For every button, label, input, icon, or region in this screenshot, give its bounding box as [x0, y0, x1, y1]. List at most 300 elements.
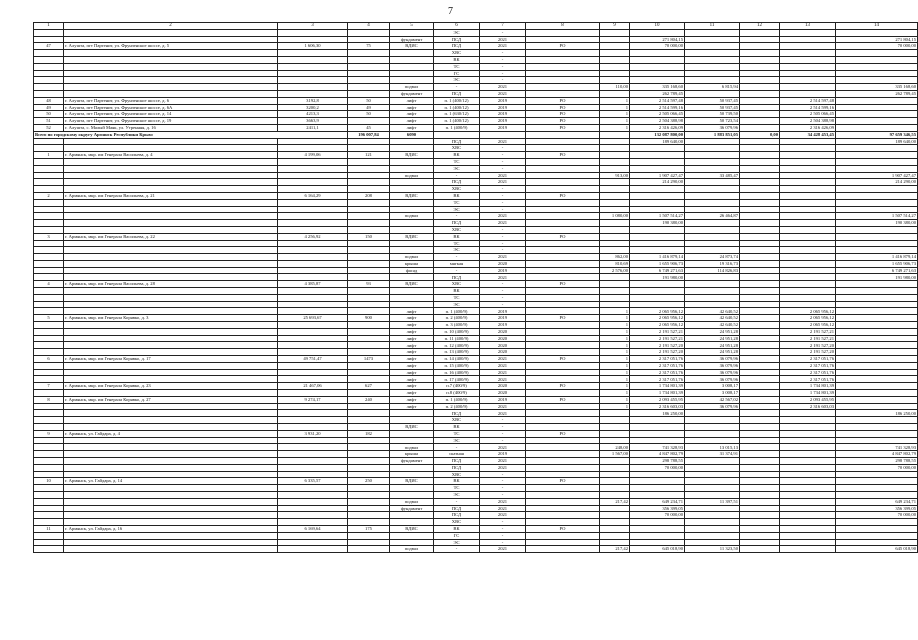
col14-cell: 335 168,60 — [836, 84, 918, 91]
cost-cell: 2 065 956,12 — [630, 315, 685, 322]
fund-form-cell — [526, 294, 600, 301]
element-cell: п. 2 (400/9) — [434, 403, 480, 410]
fund-form-cell — [526, 328, 600, 335]
col14-cell: 6 749 271,63 — [836, 267, 918, 274]
address-cell: г. Армянск, мкр. им Генерала Васильева, д. 4 — [64, 152, 278, 159]
area-cell: 6 335,57 — [278, 478, 348, 485]
work-type-cell — [390, 50, 434, 57]
address-cell — [64, 362, 278, 369]
work-type-cell — [390, 417, 434, 424]
address-cell — [64, 247, 278, 254]
control-cost-cell — [685, 240, 740, 247]
col14-cell — [836, 424, 918, 431]
element-cell: ПСД — [434, 36, 480, 43]
address-cell — [64, 519, 278, 526]
control-cost-cell: 3 008,17 — [685, 390, 740, 397]
residents-cell — [348, 158, 390, 165]
table-row — [34, 179, 918, 186]
address-cell — [64, 512, 278, 519]
area-cell — [278, 158, 348, 165]
col12-cell — [740, 186, 780, 193]
col14-cell: 190 380,00 — [836, 220, 918, 227]
element-cell: п.8 (400/9) — [434, 390, 480, 397]
area-cell — [278, 546, 348, 553]
col14-cell: 191 980,00 — [836, 274, 918, 281]
control-cost-cell: 11 397,51 — [685, 498, 740, 505]
year-cell: 2020 — [480, 335, 526, 342]
element-cell: - — [434, 254, 480, 261]
area-cell — [278, 70, 348, 77]
col14-cell — [836, 437, 918, 444]
row-number: 10 — [34, 478, 64, 485]
col12-cell — [740, 362, 780, 369]
cost-cell: 649 234,71 — [630, 498, 685, 505]
cost-cell: 335 168,60 — [630, 84, 685, 91]
area-cell: 6 164,29 — [278, 192, 348, 199]
row-number — [34, 322, 64, 329]
row-number — [34, 546, 64, 553]
quantity-cell: 1 — [600, 403, 630, 410]
row-number — [34, 458, 64, 465]
col14-cell — [836, 532, 918, 539]
col13-cell — [780, 233, 836, 240]
col13-cell — [780, 532, 836, 539]
area-cell: 1 606,30 — [278, 43, 348, 50]
row-number — [34, 362, 64, 369]
col12-cell — [740, 240, 780, 247]
cost-cell: 70 000,00 — [630, 464, 685, 471]
address-cell — [64, 29, 278, 36]
year-cell: 2021 — [480, 43, 526, 50]
table-row — [34, 29, 918, 36]
col13-cell: 1 734 801,39 — [780, 390, 836, 397]
cost-cell — [630, 471, 685, 478]
col12-cell — [740, 294, 780, 301]
table-row — [34, 315, 918, 322]
col12-cell — [740, 505, 780, 512]
work-type-cell: лифт — [390, 308, 434, 315]
row-number — [34, 532, 64, 539]
area-cell: 4 256,92 — [278, 233, 348, 240]
cost-cell: 262 789,45 — [630, 90, 685, 97]
area-cell — [278, 213, 348, 220]
col12-cell — [740, 213, 780, 220]
quantity-cell — [600, 505, 630, 512]
capital-repair-table — [33, 22, 918, 553]
residents-cell — [348, 328, 390, 335]
address-cell: г. Алушта, с. Малый Маяк, ул. Утренняя, д. 16 — [64, 124, 278, 131]
cost-cell — [630, 158, 685, 165]
col12-cell — [740, 172, 780, 179]
total-value — [480, 131, 526, 138]
residents-cell — [348, 213, 390, 220]
col13-cell — [780, 179, 836, 186]
area-cell — [278, 485, 348, 492]
address-cell — [64, 288, 278, 295]
row-number: 8 — [34, 396, 64, 403]
work-type-cell: ВДИС — [390, 43, 434, 50]
year-cell: - — [480, 485, 526, 492]
row-number — [34, 410, 64, 417]
work-type-cell: ВДИС — [390, 152, 434, 159]
element-cell: п.7 (400/9) — [434, 383, 480, 390]
year-cell: - — [480, 165, 526, 172]
residents-cell — [348, 254, 390, 261]
quantity-cell — [600, 63, 630, 70]
residents-cell — [348, 138, 390, 145]
table-row — [34, 192, 918, 199]
quantity-cell: 1 — [600, 315, 630, 322]
work-type-cell — [390, 29, 434, 36]
area-cell: 3200,2 — [278, 104, 348, 111]
row-number — [34, 505, 64, 512]
col13-cell — [780, 451, 836, 458]
fund-form-cell — [526, 240, 600, 247]
residents-cell: 900 — [348, 315, 390, 322]
col12-cell — [740, 63, 780, 70]
address-cell — [64, 90, 278, 97]
area-cell — [278, 444, 348, 451]
residents-cell — [348, 179, 390, 186]
table-row — [34, 104, 918, 111]
quantity-cell: 1 — [600, 390, 630, 397]
table-row — [34, 532, 918, 539]
control-cost-cell — [685, 63, 740, 70]
residents-cell: 75 — [348, 43, 390, 50]
cost-cell — [630, 301, 685, 308]
work-type-cell: подвал — [390, 254, 434, 261]
residents-cell — [348, 186, 390, 193]
row-number — [34, 260, 64, 267]
control-cost-cell — [685, 471, 740, 478]
table-row — [34, 267, 918, 274]
table-row — [34, 36, 918, 43]
address-cell — [64, 308, 278, 315]
quantity-cell: 1 — [600, 322, 630, 329]
quantity-cell — [600, 539, 630, 546]
control-cost-cell — [685, 206, 740, 213]
row-number: 48 — [34, 97, 64, 104]
col12-cell — [740, 437, 780, 444]
address-cell — [64, 172, 278, 179]
cost-cell: 1 655 906,73 — [630, 260, 685, 267]
total-value: 132 087 800,00 — [630, 131, 685, 138]
address-cell: г. Алушта, пгт Партенит, ул. Фрунзенское шоссе, д. 14 — [64, 111, 278, 118]
col14-cell: 298 788,55 — [836, 458, 918, 465]
quantity-cell: 1 — [600, 308, 630, 315]
quantity-cell: 1 — [600, 383, 630, 390]
work-type-cell: ВДИС — [390, 525, 434, 532]
cost-cell — [630, 233, 685, 240]
control-cost-cell — [685, 512, 740, 519]
row-number — [34, 328, 64, 335]
area-cell: 21 467,06 — [278, 383, 348, 390]
residents-cell — [348, 63, 390, 70]
quantity-cell — [600, 77, 630, 84]
col13-cell: 2 191 527,20 — [780, 342, 836, 349]
element-cell: ГС — [434, 532, 480, 539]
cost-cell — [630, 226, 685, 233]
fund-form-cell — [526, 464, 600, 471]
control-cost-cell: 50 739,50 — [685, 111, 740, 118]
element-cell: - — [434, 172, 480, 179]
quantity-cell — [600, 485, 630, 492]
col12-cell — [740, 532, 780, 539]
residents-cell: 45 — [348, 124, 390, 131]
year-cell: 2021 — [480, 356, 526, 363]
cost-cell — [630, 485, 685, 492]
control-cost-cell: 31 374,91 — [685, 451, 740, 458]
row-number: 1 — [34, 152, 64, 159]
row-number — [34, 240, 64, 247]
address-cell — [64, 254, 278, 261]
fund-form-cell — [526, 267, 600, 274]
row-number: 4 — [34, 281, 64, 288]
address-cell — [64, 349, 278, 356]
col14-cell — [836, 63, 918, 70]
table-row — [34, 50, 918, 57]
quantity-cell: 1 — [600, 369, 630, 376]
fund-form-cell: РО — [526, 315, 600, 322]
control-cost-cell — [685, 410, 740, 417]
element-cell: п. 3 (400/9) — [434, 322, 480, 329]
col13-cell — [780, 158, 836, 165]
col12-cell — [740, 349, 780, 356]
col12-cell — [740, 369, 780, 376]
total-value — [600, 131, 630, 138]
control-cost-cell: 36 079,96 — [685, 362, 740, 369]
year-cell: 2020 — [480, 342, 526, 349]
col12-cell — [740, 29, 780, 36]
area-cell — [278, 288, 348, 295]
fund-form-cell — [526, 376, 600, 383]
col14-cell: 356 399,05 — [836, 505, 918, 512]
fund-form-cell — [526, 260, 600, 267]
row-number: 5 — [34, 315, 64, 322]
fund-form-cell — [526, 349, 600, 356]
fund-form-cell: РО — [526, 43, 600, 50]
element-cell: п. 17 (400/9) — [434, 376, 480, 383]
cost-cell — [630, 240, 685, 247]
area-cell — [278, 376, 348, 383]
residents-cell — [348, 451, 390, 458]
col14-cell — [836, 294, 918, 301]
row-number — [34, 288, 64, 295]
cost-cell: 2 191 527,21 — [630, 335, 685, 342]
cost-cell: 70 000,00 — [630, 512, 685, 519]
fund-form-cell — [526, 532, 600, 539]
col12-cell — [740, 444, 780, 451]
control-cost-cell — [685, 226, 740, 233]
quantity-cell — [600, 29, 630, 36]
control-cost-cell: 24 951,28 — [685, 342, 740, 349]
control-cost-cell — [685, 192, 740, 199]
year-cell: - — [480, 233, 526, 240]
quantity-cell: 1 — [600, 104, 630, 111]
work-type-cell — [390, 437, 434, 444]
residents-cell — [348, 458, 390, 465]
table-row — [34, 505, 918, 512]
year-cell: 2020 — [480, 260, 526, 267]
quantity-cell: 1 — [600, 342, 630, 349]
table-row — [34, 206, 918, 213]
address-cell: г. Армянск, мкр. им Генерала Васильева, д. 22 — [64, 233, 278, 240]
cost-cell — [630, 519, 685, 526]
residents-cell — [348, 247, 390, 254]
row-number — [34, 417, 64, 424]
element-cell: ПСД — [434, 512, 480, 519]
col14-cell — [836, 308, 918, 315]
residents-cell — [348, 335, 390, 342]
table-row — [34, 328, 918, 335]
area-cell — [278, 328, 348, 335]
work-type-cell — [390, 158, 434, 165]
element-cell: ВК — [434, 192, 480, 199]
col12-cell — [740, 118, 780, 125]
year-cell: 2021 — [480, 220, 526, 227]
control-cost-cell: 33 485,47 — [685, 172, 740, 179]
row-number — [34, 294, 64, 301]
col12-cell — [740, 403, 780, 410]
column-number: 9 — [600, 23, 630, 30]
col14-cell — [836, 97, 918, 104]
fund-form-cell — [526, 63, 600, 70]
row-number: 11 — [34, 525, 64, 532]
area-cell — [278, 36, 348, 43]
fund-form-cell — [526, 206, 600, 213]
column-number: 11 — [685, 23, 740, 30]
col12-cell — [740, 247, 780, 254]
area-cell — [278, 172, 348, 179]
residents-cell — [348, 274, 390, 281]
element-cell: - — [434, 84, 480, 91]
work-type-cell: фундамент — [390, 458, 434, 465]
quantity-cell — [600, 56, 630, 63]
control-cost-cell: 42 567,02 — [685, 396, 740, 403]
table-row — [34, 376, 918, 383]
fund-form-cell — [526, 70, 600, 77]
control-cost-cell — [685, 165, 740, 172]
work-type-cell — [390, 145, 434, 152]
year-cell: - — [480, 50, 526, 57]
control-cost-cell: 26 464,87 — [685, 213, 740, 220]
col14-cell — [836, 199, 918, 206]
col13-cell: 2 317 051,76 — [780, 362, 836, 369]
work-type-cell: ВДИС — [390, 233, 434, 240]
fund-form-cell: РО — [526, 281, 600, 288]
area-cell — [278, 403, 348, 410]
element-cell: скатная — [434, 451, 480, 458]
col13-cell — [780, 485, 836, 492]
col13-cell: 2 317 051,76 — [780, 369, 836, 376]
fund-form-cell — [526, 369, 600, 376]
col13-cell — [780, 56, 836, 63]
address-cell — [64, 186, 278, 193]
work-type-cell — [390, 206, 434, 213]
fund-form-cell: РО — [526, 233, 600, 240]
area-cell — [278, 247, 348, 254]
work-type-cell: подвал — [390, 213, 434, 220]
address-cell — [64, 335, 278, 342]
residents-cell: 121 — [348, 152, 390, 159]
cost-cell: 1 416 879,14 — [630, 254, 685, 261]
element-cell: п. 11 (400/9) — [434, 335, 480, 342]
element-cell: - — [434, 267, 480, 274]
element-cell: ХВС — [434, 281, 480, 288]
residents-cell — [348, 485, 390, 492]
table-row — [34, 165, 918, 172]
total-value: 1 883 851,05 — [685, 131, 740, 138]
address-cell — [64, 444, 278, 451]
table-row — [34, 70, 918, 77]
col13-cell — [780, 254, 836, 261]
table-row — [34, 519, 918, 526]
col12-cell — [740, 50, 780, 57]
table-row — [34, 301, 918, 308]
area-cell: 3192,8 — [278, 97, 348, 104]
area-cell — [278, 138, 348, 145]
area-cell — [278, 90, 348, 97]
element-cell: ТС — [434, 199, 480, 206]
fund-form-cell — [526, 437, 600, 444]
year-cell: 2021 — [480, 36, 526, 43]
col12-cell — [740, 417, 780, 424]
year-cell: - — [480, 437, 526, 444]
work-type-cell: лифт — [390, 383, 434, 390]
cost-cell — [630, 491, 685, 498]
work-type-cell: подвал — [390, 546, 434, 553]
quantity-cell: 1 — [600, 118, 630, 125]
row-number — [34, 172, 64, 179]
area-cell: 3663,9 — [278, 118, 348, 125]
col12-cell — [740, 410, 780, 417]
fund-form-cell: РО — [526, 118, 600, 125]
fund-form-cell: РО — [526, 356, 600, 363]
area-cell — [278, 424, 348, 431]
control-cost-cell — [685, 288, 740, 295]
fund-form-cell — [526, 322, 600, 329]
cost-cell — [630, 206, 685, 213]
work-type-cell: крыша — [390, 451, 434, 458]
element-cell: п. 1 (400/9) — [434, 308, 480, 315]
area-cell — [278, 532, 348, 539]
residents-cell — [348, 390, 390, 397]
col12-cell — [740, 138, 780, 145]
element-cell: ХВС — [434, 226, 480, 233]
col13-cell: 2 191 527,21 — [780, 335, 836, 342]
residents-cell: 49 — [348, 104, 390, 111]
year-cell: 2021 — [480, 254, 526, 261]
work-type-cell: подвал — [390, 84, 434, 91]
col13-cell — [780, 444, 836, 451]
residents-cell — [348, 424, 390, 431]
work-type-cell — [390, 240, 434, 247]
control-cost-cell — [685, 417, 740, 424]
area-cell: 25 693,67 — [278, 315, 348, 322]
year-cell: 2021 — [480, 546, 526, 553]
quantity-cell — [600, 50, 630, 57]
control-cost-cell — [685, 505, 740, 512]
residents-cell — [348, 56, 390, 63]
fund-form-cell — [526, 247, 600, 254]
col14-cell: 189 640,00 — [836, 138, 918, 145]
row-number — [34, 138, 64, 145]
year-cell: 2021 — [480, 458, 526, 465]
fund-form-cell: РО — [526, 104, 600, 111]
col12-cell — [740, 308, 780, 315]
row-number — [34, 165, 64, 172]
col13-cell — [780, 90, 836, 97]
